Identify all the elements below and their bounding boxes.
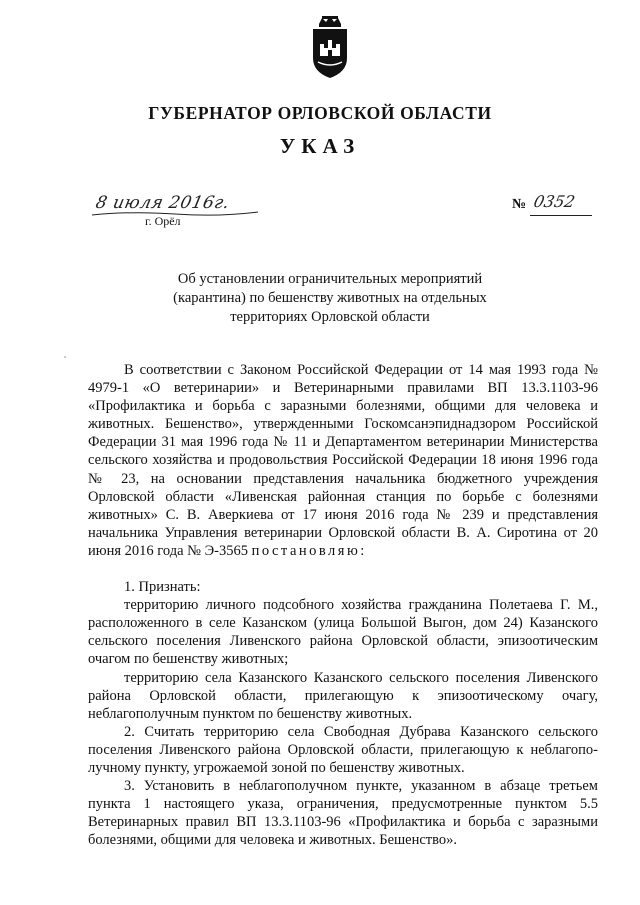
handwritten-date: 8 июля 2016г. xyxy=(93,193,232,213)
preamble-text: В соответствии с Законом Российской Федерации от 14 мая 1993 года № 4979-1 «О ветеринарии» и Ветеринарными правилами ВП 13.3.1103-96 «Профилактика и борьба с заразными болезнями, общими для человека и животных. Бешенство», утвержденными Госкомсанэпиднадзором Российской Федерации 31 мая 1996 года № 11 и Департаментом ветеринарии Министерства сельского хозяйства и продовольствия Российской Федерации 18 июня 1996 года № 23, на основании представления начальника бюджетного учреждения Орловской области «Ливенская районная станция по борьбе с болезнями животных» С. В. Аверкиева от 17 июня 2016 года № 239 и представления начальника Управления ветеринарии Орловской области В. А. Сиротина от 20 июня 2016 года № Э-3565 xyxy=(88,362,598,559)
paragraph-gap xyxy=(88,560,598,578)
handwritten-number: 0352 xyxy=(531,192,577,211)
issuer-title: ГУБЕРНАТОР ОРЛОВСКОЙ ОБЛАСТИ xyxy=(148,103,492,123)
document-type: УКАЗ xyxy=(279,134,361,158)
number-underline xyxy=(530,215,592,216)
document-heading xyxy=(120,270,540,327)
decree-word: постановляю: xyxy=(251,542,367,559)
item-1-clause-a: территорию личного подсобного хозяйства гражданина Полетаева Г. М., расположенного в селе Казанском (улица Большой Выгон, дом 24) Казанского сельского поселения Ливенского района Орловской области, эпизоотическим очагом по бешенству животных; xyxy=(88,597,598,668)
coat-of-arms-icon xyxy=(305,14,355,82)
item-1-clause-b: территорию села Казанского Казанского сельского поселения Ливенского района Орловской области, прилегающую к эпизоотическому очагу, неблагополучным пунктом по бешенству животных. xyxy=(88,669,598,722)
heading-line: (карантина) по бешенству животных на отдельных xyxy=(173,290,487,306)
item-1-heading: 1. Признать: xyxy=(124,579,201,596)
document-body xyxy=(88,361,598,849)
item-3-paragraph: 3. Установить в неблагополучном пункте, указанном в абзаце третьем пункта 1 настоящего указа, ограничения, предусмотренные пунктом 5.5 Ветеринарных правил ВП 13.3.1103-96 «Профилактика и борьба с заразными болезнями, общими для человека и животных. Бешенство». xyxy=(88,778,598,849)
preamble-paragraph xyxy=(88,361,598,560)
item-2-paragraph: 2. Считать территорию села Свободная Дубрава Казанского сельского поселения Ливенского района Орловской области, прилегающую к неблагопо-лучному пункту, угрожаемой зоной по бешенству животных. xyxy=(88,723,598,776)
scan-speck xyxy=(64,356,66,358)
heading-line: Об установлении ограничительных мероприятий xyxy=(177,271,483,287)
heading-line: территориях Орловской области xyxy=(230,309,430,325)
number-label: № xyxy=(512,197,527,212)
city-label: г. Орёл xyxy=(145,214,181,228)
